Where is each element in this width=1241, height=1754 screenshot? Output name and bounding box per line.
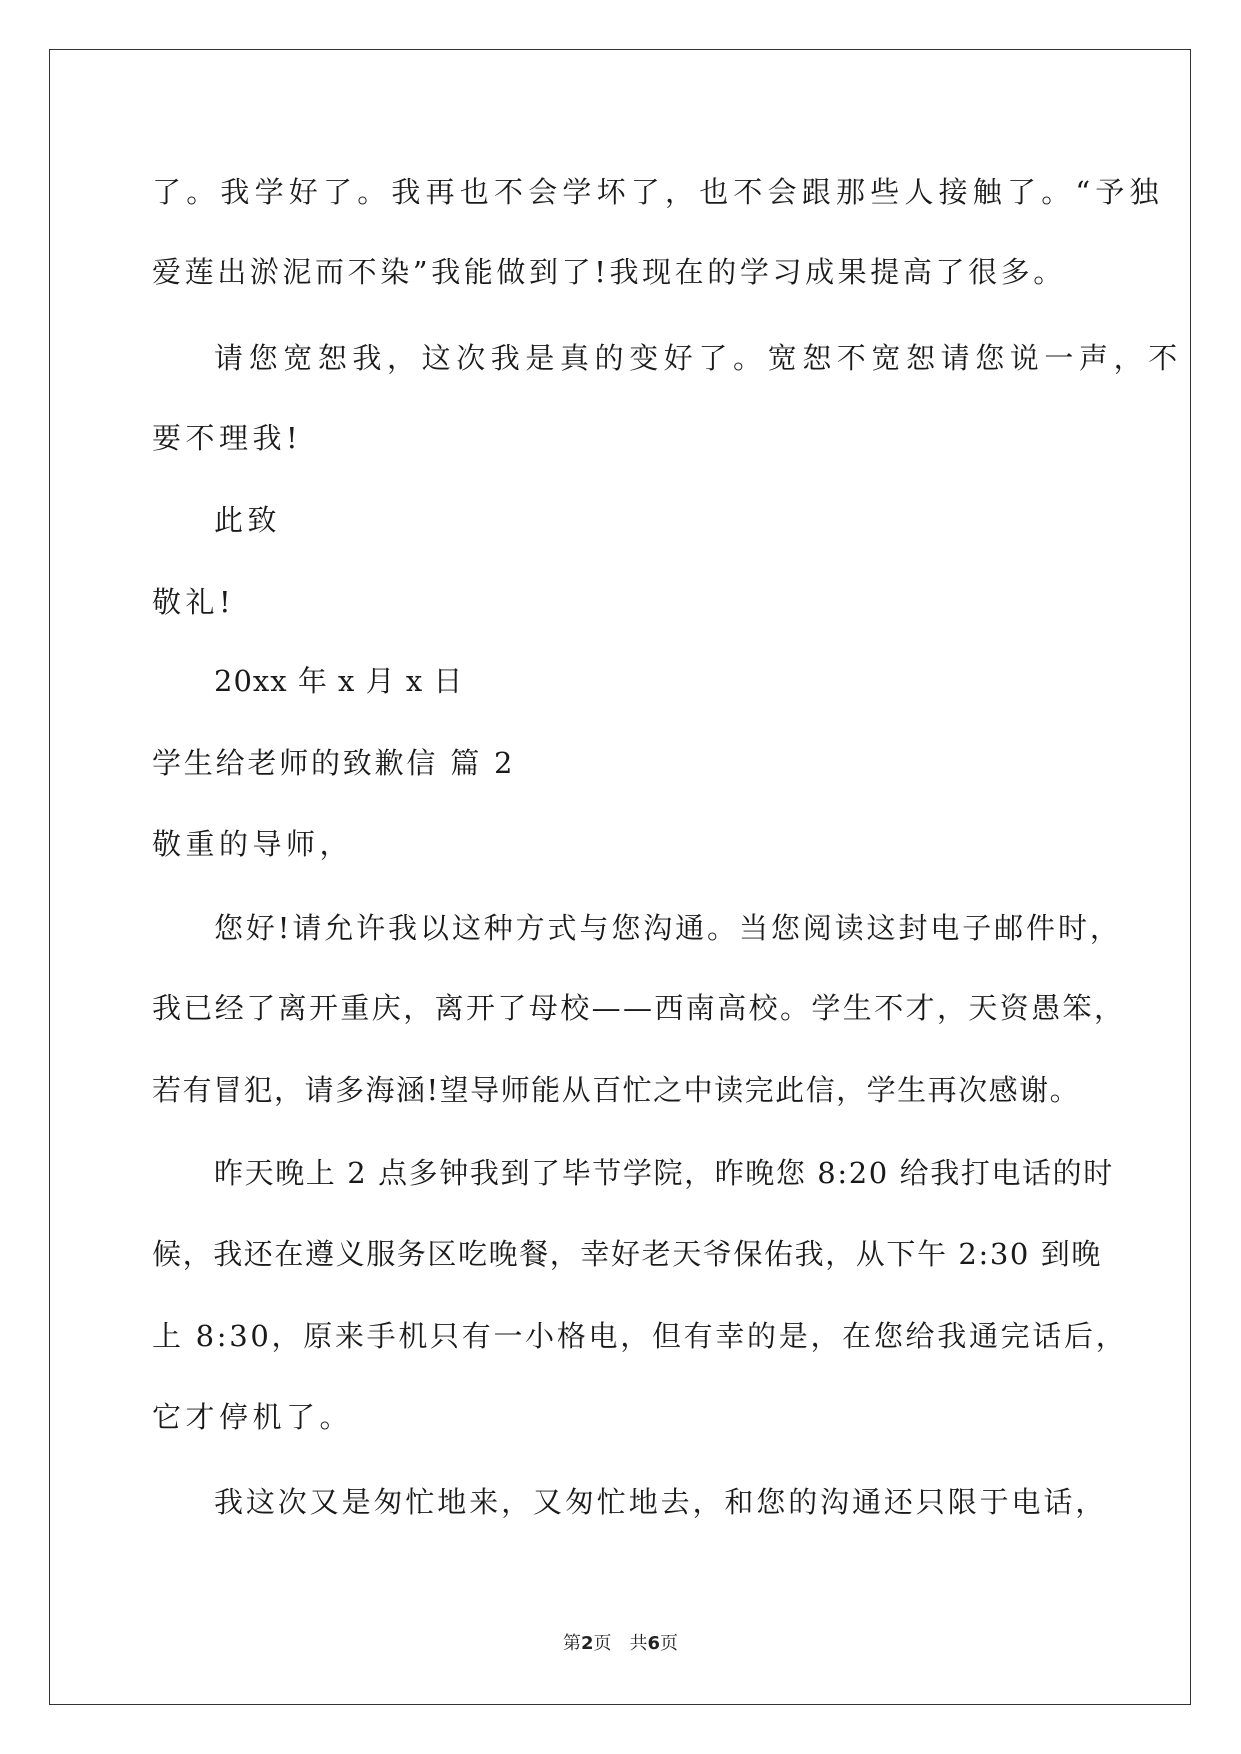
page-footer xyxy=(0,1632,1241,1656)
page-prefix: 第 xyxy=(562,1633,581,1654)
page-border xyxy=(49,49,1191,1705)
paragraph-line: 了。我学好了。我再也不会学坏了，也不会跟那些人接触了。“予独 xyxy=(152,175,1164,209)
paragraph-line: 我这次又是匆忙地来，又匆忙地去，和您的沟通还只限于电话， xyxy=(214,1485,1108,1519)
section-heading: 学生给老师的致歉信 篇 2 xyxy=(152,746,516,780)
paragraph-line: 要不理我! xyxy=(152,421,303,455)
paragraph-line: 昨天晚上 2 点多钟我到了毕节学院，昨晚您 8:20 给我打电话的时 xyxy=(214,1156,1114,1190)
paragraph-line: 上 8:30，原来手机只有一小格电，但有幸的是，在您给我通完话后， xyxy=(152,1319,1128,1353)
page-total: 6 xyxy=(647,1633,661,1654)
paragraph-line: 爱莲出淤泥而不染”我能做到了!我现在的学习成果提高了很多。 xyxy=(152,255,1066,289)
paragraph-line: 您好!请允许我以这种方式与您沟通。当您阅读这封电子邮件时， xyxy=(214,911,1122,945)
total-prefix: 共 xyxy=(629,1633,648,1654)
closing-salutation: 此致 xyxy=(214,503,282,537)
paragraph-line: 它才停机了。 xyxy=(152,1400,354,1434)
paragraph-line: 候，我还在遵义服务区吃晚餐，幸好老天爷保佑我，从下午 2:30 到晚 xyxy=(152,1237,1102,1271)
letter-greeting: 敬重的导师， xyxy=(152,827,354,861)
paragraph-line: 我已经了离开重庆，离开了母校——西南高校。学生不才，天资愚笨， xyxy=(152,991,1126,1025)
page-unit: 页 xyxy=(593,1633,612,1654)
closing-respect: 敬礼! xyxy=(152,585,236,619)
letter-date: 20xx 年 x 月 x 日 xyxy=(214,664,464,698)
paragraph-line: 请您宽恕我，这次我是真的变好了。宽恕不宽恕请您说一声，不 xyxy=(214,341,1183,375)
page-current: 2 xyxy=(580,1633,594,1654)
total-unit: 页 xyxy=(660,1633,679,1654)
paragraph-line: 若有冒犯，请多海涵!望导师能从百忙之中读完此信，学生再次感谢。 xyxy=(152,1073,1081,1107)
